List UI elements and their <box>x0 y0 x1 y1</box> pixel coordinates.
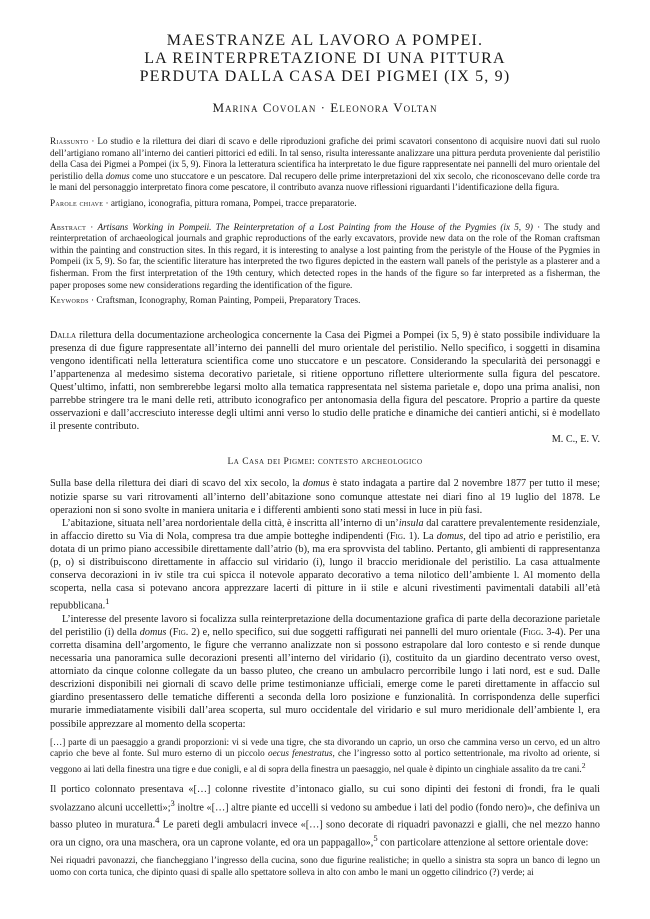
p2-text-3: 1). La <box>405 530 437 542</box>
spacer <box>50 210 600 222</box>
footnote-ref-2[interactable]: 2 <box>581 760 586 770</box>
keywords-label: Keywords <box>50 295 89 306</box>
riassunto-label: Riassunto <box>50 136 89 146</box>
p2-fig-ref: Fig. <box>389 530 406 542</box>
p4-text-3: Le pareti degli ambulacri invece «[…] sono decorate di riquadri pavonazzi e gialli, che nel mezzo hanno ora un cigno, ora una maschera, ora un caprone volante, ed ora un pappagallo», <box>50 819 601 848</box>
p4-text-4: con particolare attenzione al settore orientale dove: <box>377 836 589 848</box>
p3-text-4: 3-4). Per una corretta disamina dell’argomento, le figure che verranno analizzate non si possono estrapolare dal loro contesto e si rende dunque necessaria una panoramica sulle decorazioni presenti all’interno del viridario (i), costituito da un giardino decentrato verso ovest, attorniato da cinque colonne collegate da un basso pluteo, che creano un ambulacro percorribile lungo i lati nord, est e sud. Dalle descrizioni disponibili nei giornali di scavo delle prime testimonianze ufficiali, emerge come le pareti direttamente in affaccio sul giardino presentassero delle tematiche differenti a seconda della loro posizione e funzionalità. In corrispondenza delle superfici murarie immediatamente visibili dall’area scoperta, sul muro occidentale del viridario e sul muro meridionale dell’ambiente l, era possibile apprezzare al momento della scoperta: <box>50 626 601 730</box>
p2-text-2: dal carattere prevalentemente residenziale, in affaccio diretto su Via di Nola, compresa tra due ampie botteghe indipendenti ( <box>50 517 600 542</box>
authors: Marina Covolan · Eleonora Voltan <box>212 100 438 115</box>
p2-text-4: , del tipo ad atrio e peristilio, era dotata di un primo piano accessibile direttamente dall’atrio (b), ma era sprovvista del tablino. Pertanto, gli ambienti di rappresentanza (p, o) si distribuiscono direttamente in affaccio sul viridario (i), lungo il braccio meridionale del peristilio. La casa attualmente conserva decorazioni in iv stile tra cui spicca il notevole apparato decorativo a tema nilotico dell’ambiente l. Al momento della scoperta, nella casa si potevano ancora apprezzare lacerti di pitture in ii stile e alcuni rivestimenti pavimentali databili all’età repubblicana. <box>50 530 600 612</box>
parole-chiave <box>50 198 600 210</box>
title-line-1: MAESTRANZE AL LAVORO A POMPEI. <box>166 32 484 49</box>
footnote-ref-3[interactable]: 3 <box>170 797 175 808</box>
riassunto-domus: domus <box>105 170 130 181</box>
p3-text: L’interesse del presente lavoro si focalizza sulla reinterpretazione della documentazione grafica di parte della decorazione parietale del peristilio (i) della <box>50 613 600 638</box>
quote1-text: […] parte di un paesaggio a grandi proporzioni: vi si vede una tigre, che sta divorando un caprio, un orso che cammina verso un cervo, ed un altro caprio che beve al fonte. Sul muro esterno di un piccolo <box>50 736 600 759</box>
keywords <box>50 295 600 307</box>
abstract-text: · The study and reinterpretation of archaeological journals and graphic reproductions of the early excavators, provide new data on the role of the Roman craftsman within the painting and construction sites. In this regard, it is interesting to analyse a lost painting from the peristyle of the House of the Pygmies in Pompeii (ix 5, 9). So far, the scientific literature has interpreted the two figures depicted in the eastern wall panels of the peristyle as a plasterer and a fisherman. From the first interpretation of the 19th century, which detected ropes in the hands of the figure so far interpreted as a fisherman, the paper proposes some new considerations regarding the identification of the figure. <box>50 221 600 290</box>
quote1-oecus: oecus fenestratus <box>268 748 333 759</box>
abstract-italic-title: Artisans Working in Pompeii. The Reinterpretation of a Lost Painting from the House of the Pygmies (ix 5, 9) <box>97 221 533 232</box>
body-paragraph-2 <box>50 517 600 613</box>
p3-figg-ref: Figg. <box>522 626 544 638</box>
p2-insula: insula <box>398 517 424 529</box>
abstract-label: Abstract <box>50 221 87 232</box>
p2-text: L’abitazione, situata nell’area nordorientale della città, è inscritta all’interno di un’ <box>62 517 399 529</box>
keywords-text: · Craftsman, Iconography, Roman Painting, Pompeii, Preparatory Traces. <box>88 295 361 306</box>
p1-text-2: è stato indagata a partire dal 2 novembre 1877 per tutto il mese; notizie sparse su vari ritrovamenti all’interno dell’abitazione sono comunque attestate nei diari fino al 19 luglio del 1878. Le operazioni non si sono svolte in maniera unitaria e i differenti ambienti sono stati messi in luce in più fasi. <box>50 478 600 516</box>
abstract <box>50 222 600 292</box>
spacer <box>50 307 600 329</box>
p1-domus: domus <box>302 478 330 490</box>
block-quote-1 <box>50 737 600 776</box>
title-line-3: PERDUTA DALLA CASA DEI PIGMEI (IX 5, 9) <box>139 68 511 85</box>
parole-chiave-label: Parole chiave <box>50 197 104 208</box>
intro-paragraph <box>50 329 600 434</box>
riassunto-text-2: come uno stuccatore e un pescatore. Dal recupero delle prime interpretazioni del xix secolo, che riconoscevano delle corde tra le mani del personaggio interpretato finora come pescatore, il contributo avanza nuove riflessioni riguardanti l’identificazione della figura. <box>50 170 600 193</box>
body-paragraph-3 <box>50 613 600 731</box>
intro-signature: M. C., E. V. <box>551 434 600 446</box>
p4-text-2: inoltre «[…] altre piante ed uccelli si vedono su ambedue i lati del podio (fondo nero)», che definiva un basso pluteo in muratura. <box>50 801 600 831</box>
footnote-ref-4[interactable]: 4 <box>155 815 160 826</box>
p2-domus: domus <box>436 530 464 542</box>
riassunto-text: · Lo studio e la rilettura dei diari di scavo e delle riproduzioni grafiche dei primi scavatori consentono di acquisire nuovi dati sul ruolo dell’artigiano romano all’interno dei cantieri pittorici ed edili. In tal senso, risulta interessante analizzare una pittura perduta proveniente dal peristilio della Casa dei Pigmei a Pompei (ix 5, 9). Finora la letteratura scientifica ha interpretato le due figure rappresentate nei pannelli del muro orientale del peristilio della <box>50 136 600 181</box>
body-paragraph-1 <box>50 477 600 516</box>
p3-fig-ref: Fig. <box>172 626 189 638</box>
intro-first-word: Dalla <box>50 329 77 341</box>
body-paragraph-4 <box>50 783 600 849</box>
parole-chiave-text: · artigiano, iconografia, pittura romana, Pompei, tracce preparatorie. <box>103 197 357 208</box>
quote1-text-2: , che l’ingresso sotto al portico settentrionale, ma rivolto ad oriente, si veggono ai lati della finestra una tigre e due conigli, e al di sopra della finestra un paesaggio, nel quale è dipinto un cinghiale assalito da tre cani. <box>50 748 600 774</box>
section-heading: La Casa dei Pigmei: contesto archeologico <box>227 457 423 468</box>
p3-text-2: ( <box>166 626 173 638</box>
title-line-2: LA REINTERPRETAZIONE DI UNA PITTURA <box>144 50 506 67</box>
p1-text: Sulla base della rilettura dei diari di scavo del xix secolo, la <box>50 478 303 490</box>
abstract-sep: · <box>86 221 98 232</box>
p3-domus: domus <box>139 626 167 638</box>
p4-text: Il portico colonnato presentava «[…] colonne rivestite d’intonaco giallo, su cui sono dipinti dei festoni di frondi, fra le quali svolazzano alcuni uccelletti»; <box>50 784 600 813</box>
footnote-ref-5[interactable]: 5 <box>373 832 378 843</box>
intro-text: rilettura della documentazione archeologica concernente la Casa dei Pigmei a Pompei (ix 5, 9) è stato possibile individuare la presenza di due figure rappresentate all’interno dei pannelli del muro orientale del peristilio. Nello specifico, i soggetti in disamina vengono identificati nella letteratura scientifica come uno stuccatore e un pescatore. Considerando la specularità dei personaggi e l’appartenenza al medesimo sistema decorativo parietale, si ritiene opportuno riflettere ulteriormente sulla figura del pescatore. Quest’ultimo, infatti, non sembrerebbe legarsi molto alla tematica rappresentata nel sistema parietale e, dopo una prima analisi, non parrebbe stringere tra le mani delle reti, attributo iconografico per antonomasia della figura del pescatore. Proprio a partire da queste osservazioni e dall’accresciuto interesse degli ultimi anni verso lo studio delle pratiche e dinamiche dei cantieri antichi, si è modellato il presente contributo. <box>50 329 600 433</box>
p3-text-3: 2) e, nello specifico, sui due soggetti raffigurati nei pannelli del muro orientale ( <box>188 626 523 638</box>
article-title <box>50 32 600 86</box>
footnote-ref-1[interactable]: 1 <box>105 596 110 607</box>
riassunto <box>50 136 600 194</box>
block-quote-2: Nei riquadri pavonazzi, che fiancheggiano l’ingresso della cucina, sono due figurine realistiche; in quello a sinistra sta sopra un banco di legno un uomo con corta tunica, che dipinto quasi di spalle allo spettatore solleva in alto con ambo le mani un oggetto cilindrico (?) verde; ai <box>50 855 600 877</box>
